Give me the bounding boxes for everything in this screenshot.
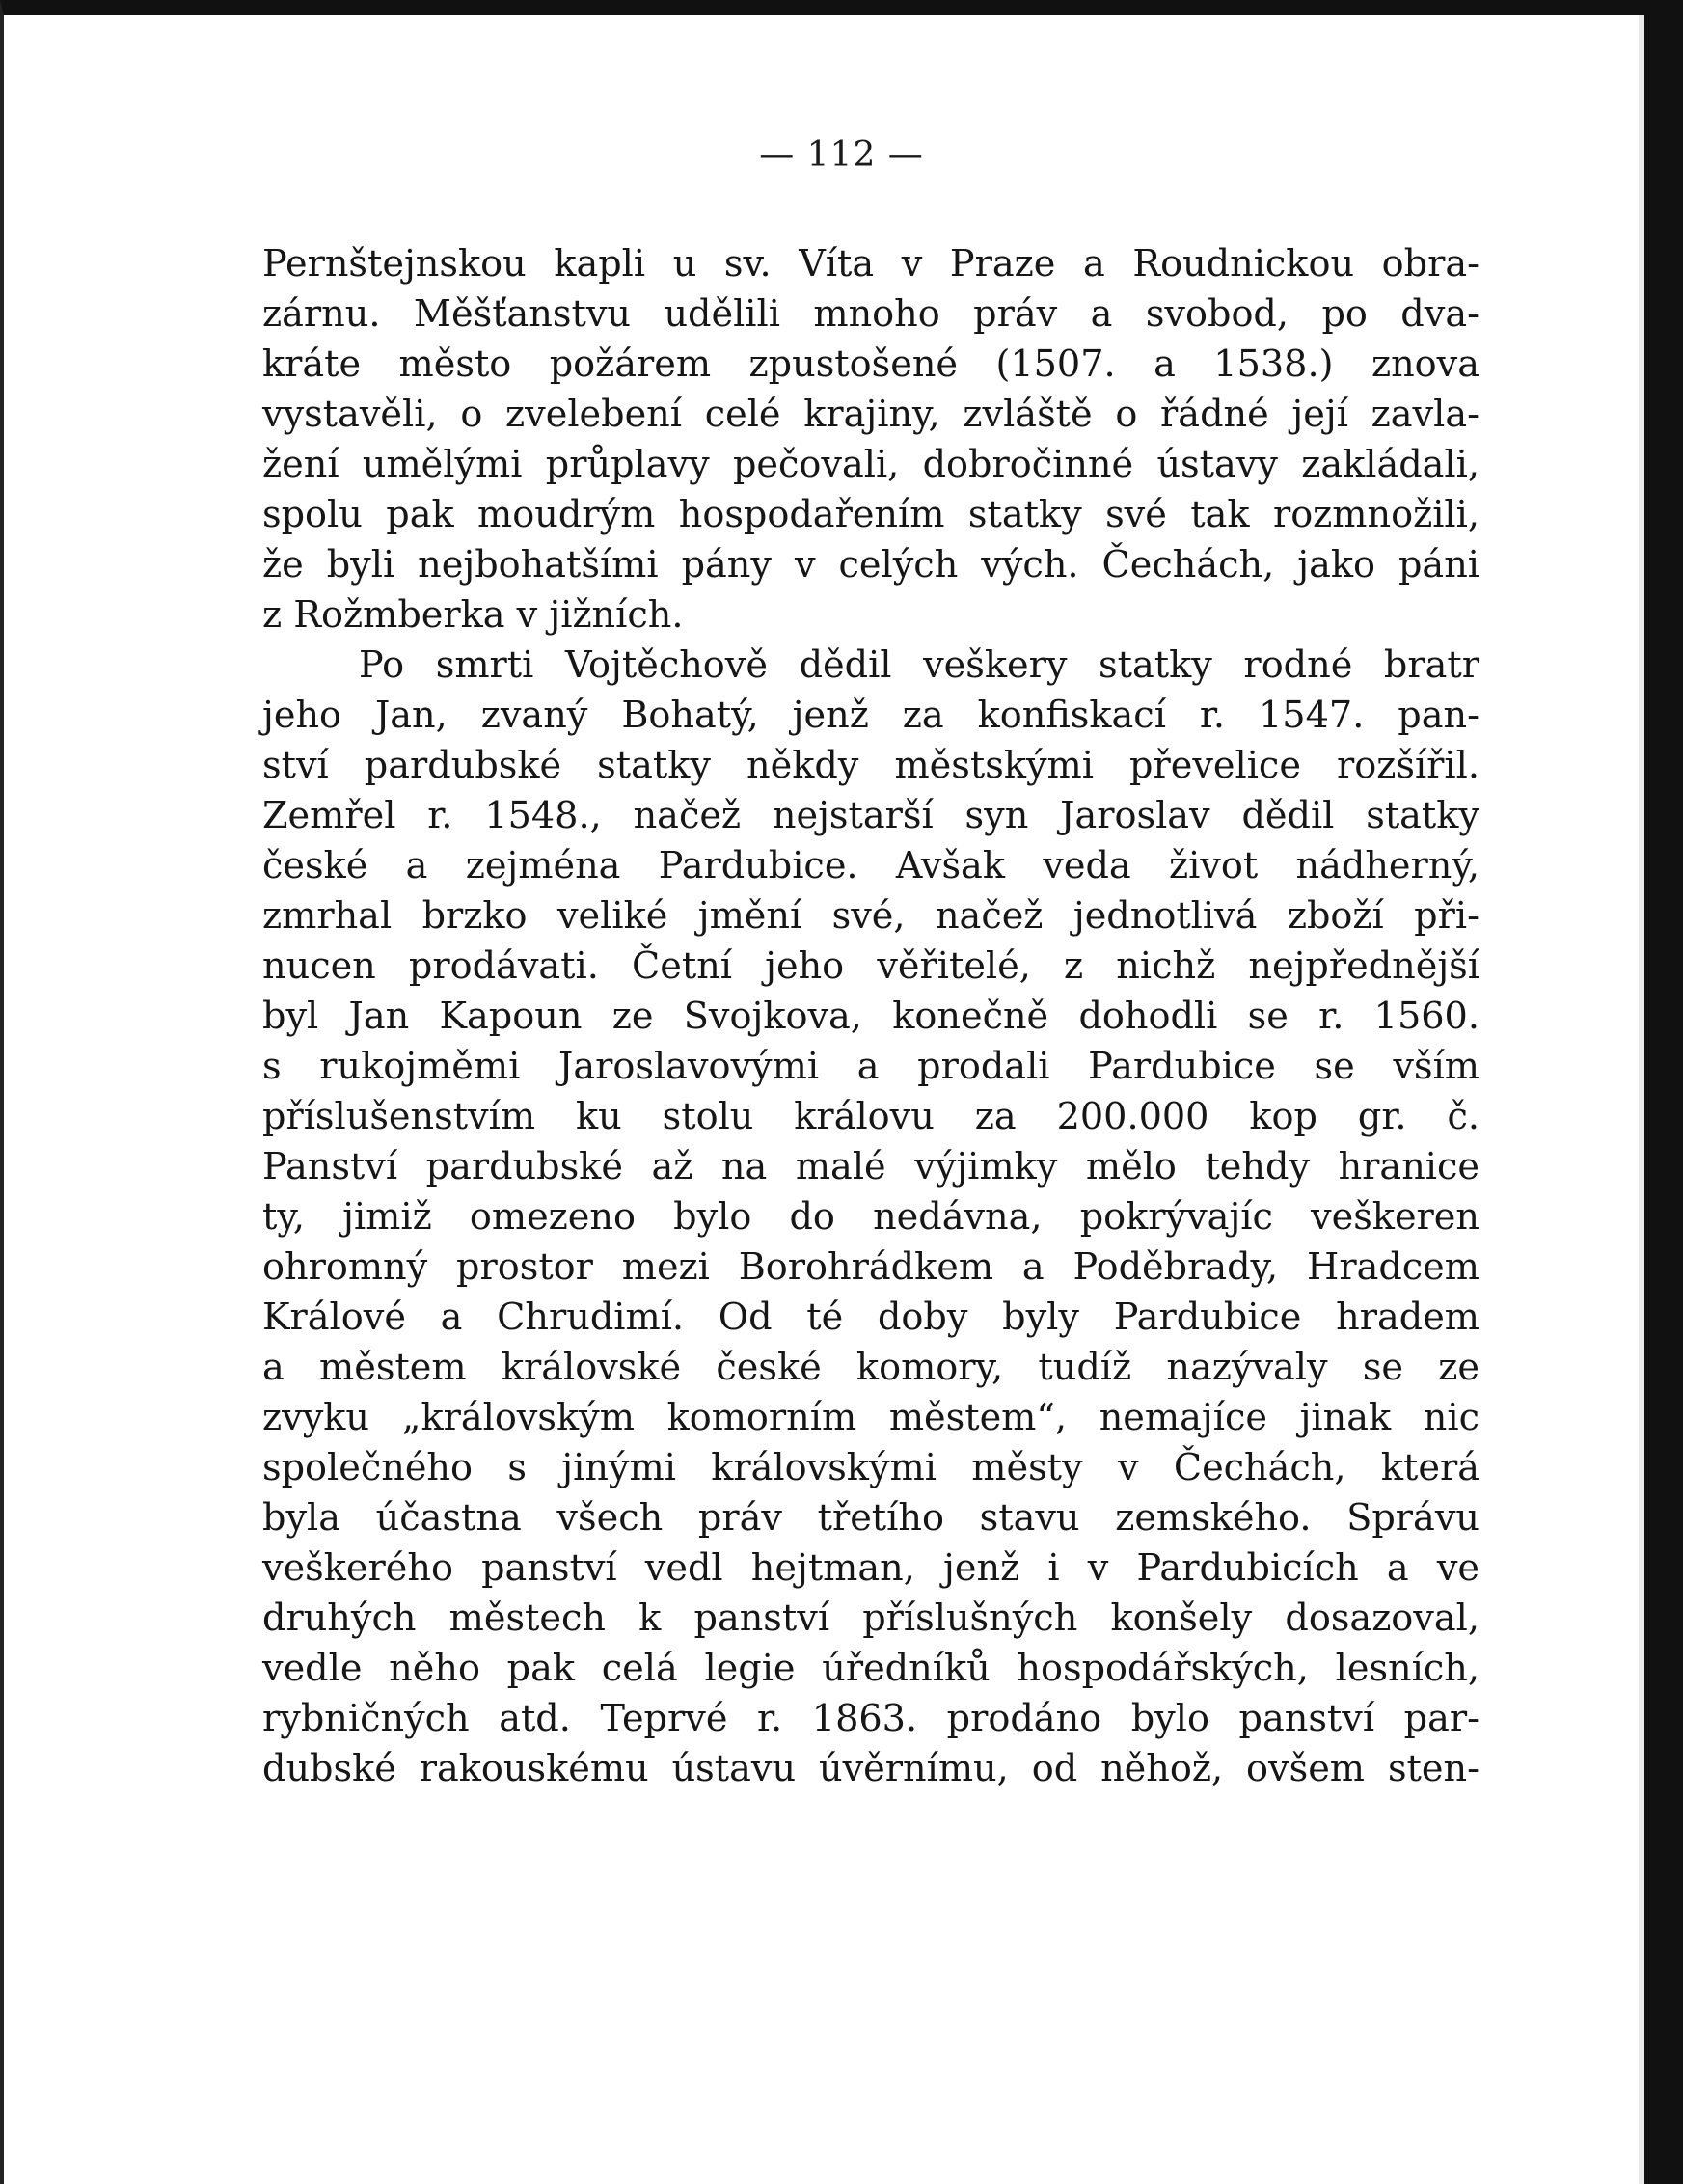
text-line: byl Jan Kapoun ze Svojkova, konečně dohodli se r. 1560. xyxy=(262,996,1479,1038)
page-gutter xyxy=(1639,15,1644,2184)
text-line: Králové a Chrudimí. Od té doby byly Pardubice hradem xyxy=(262,1297,1479,1339)
text-line: dubské rakouskému ústavu úvěrnímu, od něhož, ovšem sten- xyxy=(262,1748,1479,1790)
text-line: rybničných atd. Teprvé r. 1863. prodáno bylo panství par- xyxy=(262,1698,1479,1740)
text-line: druhých městech k panství příslušných konšely dosazoval, xyxy=(262,1597,1479,1640)
text-line: nucen prodávati. Četní jeho věřitelé, z nichž nejpřednější xyxy=(262,945,1479,988)
text-line: Zemřel r. 1548., načež nejstarší syn Jaroslav dědil statky xyxy=(262,795,1479,837)
text-line: zmrhal brzko veliké jmění své, načež jednotlivá zboží při- xyxy=(262,895,1479,938)
text-line: jeho Jan, zvaný Bohatý, jenž za konfiskací r. 1547. pan- xyxy=(262,695,1479,737)
text-line: a městem královské české komory, tudíž nazývaly se ze xyxy=(262,1347,1479,1389)
text-line: Panství pardubské až na malé výjimky mělo tehdy hranice xyxy=(262,1146,1479,1188)
text-line: že byli nejbohatšími pány v celých vých. Čechách, jako páni xyxy=(262,544,1479,587)
text-line: žení umělými průplavy pečovali, dobročinné ústavy zakládali, xyxy=(262,444,1479,486)
text-line: kráte město požárem zpustošené (1507. a 1538.) znova xyxy=(262,343,1479,386)
text-line: Po smrti Vojtěchově dědil veškery statky rodné bratr xyxy=(359,644,1479,687)
text-line: ství pardubské statky někdy městskými převelice rozšířil. xyxy=(262,745,1479,787)
text-line: z Rožmberka v jižních. xyxy=(262,594,684,637)
body-text xyxy=(262,239,1479,1794)
text-line: vystavěli, o zvelebení celé krajiny, zvláště o řádné její zavla- xyxy=(262,394,1479,436)
text-line: zárnu. Měšťanstvu udělili mnoho práv a svobod, po dva- xyxy=(262,293,1479,336)
text-line: ohromný prostor mezi Borohrádkem a Poděbrady, Hradcem xyxy=(262,1246,1479,1289)
text-line: ty, jimiž omezeno bylo do nedávna, pokrývajíc veškeren xyxy=(262,1196,1479,1239)
text-line: české a zejména Pardubice. Avšak veda život nádherný, xyxy=(262,845,1479,887)
text-line: příslušenstvím ku stolu královu za 200.000 kop gr. č. xyxy=(262,1096,1479,1138)
text-line: byla účastna všech práv třetího stavu zemského. Správu xyxy=(262,1497,1479,1540)
page-number: — 112 — xyxy=(759,135,924,175)
text-line: zvyku „královským komorním městem“, nemajíce jinak nic xyxy=(262,1397,1479,1439)
text-line: vedle něho pak celá legie úředníků hospodářských, lesních, xyxy=(262,1648,1479,1690)
text-line: s rukojměmi Jaroslavovými a prodali Pardubice se vším xyxy=(262,1046,1479,1088)
scan-right-edge xyxy=(1644,0,1683,2184)
text-line: společného s jinými královskými městy v Čechách, která xyxy=(262,1447,1479,1489)
text-line: Pernštejnskou kapli u sv. Víta v Praze a Roudnickou obra- xyxy=(262,243,1479,286)
text-line: spolu pak moudrým hospodařením statky své tak rozmnožili, xyxy=(262,494,1479,536)
text-line: veškerého panství vedl hejtman, jenž i v Pardubicích a ve xyxy=(262,1547,1479,1590)
